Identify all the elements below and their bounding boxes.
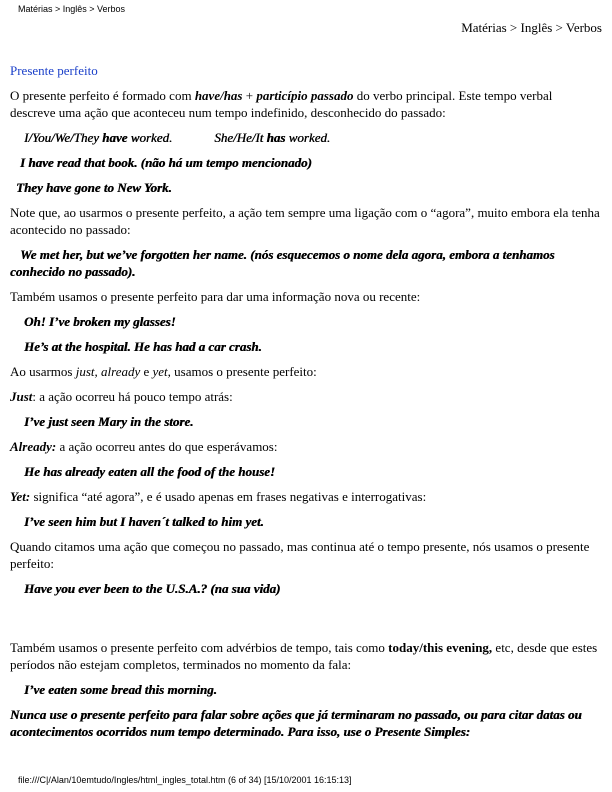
intro-text-1: O presente perfeito é formado com xyxy=(10,88,195,103)
ex8-already: already xyxy=(65,464,105,479)
note5-text-1: Também usamos o presente perfeito com advérbios de tempo, tais como xyxy=(10,640,389,655)
ex8-c: eaten all the food of the house! xyxy=(104,464,275,479)
ex7-a: I’ve xyxy=(24,414,49,429)
ex1-has: has xyxy=(266,130,286,145)
yet-definition xyxy=(10,488,600,505)
example-eaten-bread: I’ve eaten some bread this morning. xyxy=(24,682,217,697)
example-met-her: We met her, but we’ve forgotten her name. (nós esquecemos o nome dela agora, embora a tenhamos conhecido no passado). xyxy=(10,247,555,279)
warning-simple-past: Nunca use o presente perfeito para falar sobre ações que já terminaram no passado, ou para citar datas ou acontecimentos ocorridos num tempo determinado. Para isso, use o Presente Simples: xyxy=(10,707,582,739)
ex1-subject-a: I/You/We/They xyxy=(24,130,103,145)
ex1-subject-b: She/He/It xyxy=(214,130,267,145)
ex7-c: seen Mary in the store. xyxy=(67,414,194,429)
intro-text-2: do verbo principal. Este tempo verbal descreve uma ação que aconteceu num tempo indefinido, desconhecido do passado: xyxy=(10,88,553,120)
intro-plus: + xyxy=(242,88,257,103)
example-just xyxy=(24,413,600,430)
example-already xyxy=(24,463,600,480)
ex1-verb-b: worked. xyxy=(285,130,331,145)
breadcrumb: Matérias > Inglês > Verbos xyxy=(461,20,602,35)
just-term: Just xyxy=(10,389,33,404)
ex9-a: I’ve seen him but I haven´t talked to him xyxy=(24,514,246,529)
note-just-already-yet xyxy=(10,363,600,380)
already-term: Already: xyxy=(10,439,57,454)
example-broken-glasses: Oh! I’ve broken my glasses! xyxy=(24,314,176,329)
ex1-have: have xyxy=(102,130,128,145)
note-continuing-action: Quando citamos uma ação que começou no passado, mas continua até o tempo presente, nós usamos o presente perfeito: xyxy=(10,539,590,571)
note5-text-2: etc, desde que estes períodos não estejam completos, terminados no momento da fala: xyxy=(10,640,598,672)
intro-paragraph xyxy=(10,87,600,121)
example-have-has xyxy=(24,129,600,146)
ex9-yet: yet. xyxy=(245,514,264,529)
already-rest: a ação ocorreu antes do que esperávamos: xyxy=(56,439,278,454)
ex8-a: He has xyxy=(24,464,66,479)
note3-yet: yet, xyxy=(152,364,171,379)
page-title: Presente perfeito xyxy=(10,63,98,78)
example-read-book: I have read that book. (não há um tempo mencionado) xyxy=(20,155,312,170)
just-rest: : a ação ocorreu há pouco tempo atrás: xyxy=(32,389,233,404)
note5-today: today/this evening, xyxy=(388,640,493,655)
just-definition xyxy=(10,388,600,405)
main-content xyxy=(10,62,600,748)
ex7-just: just xyxy=(48,414,68,429)
already-definition xyxy=(10,438,600,455)
example-hospital: He’s at the hospital. He has had a car crash. xyxy=(24,339,262,354)
note-new-info: Também usamos o presente perfeito para dar uma informação nova ou recente: xyxy=(10,289,421,304)
note-agora: Note que, ao usarmos o presente perfeito, a ação tem sempre uma ligação com o “agora”, muito embora ela tenha acontecido no passado: xyxy=(10,205,600,237)
example-gone-ny: They have gone to New York. xyxy=(16,180,172,195)
example-ever-been: Have you ever been to the U.S.A.? (na sua vida) xyxy=(24,581,281,596)
example-yet xyxy=(24,513,600,530)
breadcrumb-small: Matérias > Inglês > Verbos xyxy=(18,4,126,14)
intro-have-has: have/has xyxy=(194,88,243,103)
ex1-verb-a: worked. xyxy=(127,130,173,145)
note-time-adverbs xyxy=(10,639,600,673)
yet-rest: significa “até agora”, e é usado apenas em frases negativas e interrogativas: xyxy=(30,489,427,504)
intro-participle: particípio passado xyxy=(256,88,354,103)
yet-term: Yet: xyxy=(10,489,31,504)
note3-just-already: just, already xyxy=(75,364,141,379)
footer-path: file:///C|/Alan/10emtudo/Ingles/html_ingles_total.htm (6 of 34) [15/10/2001 16:15:13] xyxy=(18,775,352,785)
note3-text-2: usamos o presente perfeito: xyxy=(170,364,317,379)
note3-text-1: Ao usarmos xyxy=(10,364,76,379)
note3-and: e xyxy=(140,364,153,379)
